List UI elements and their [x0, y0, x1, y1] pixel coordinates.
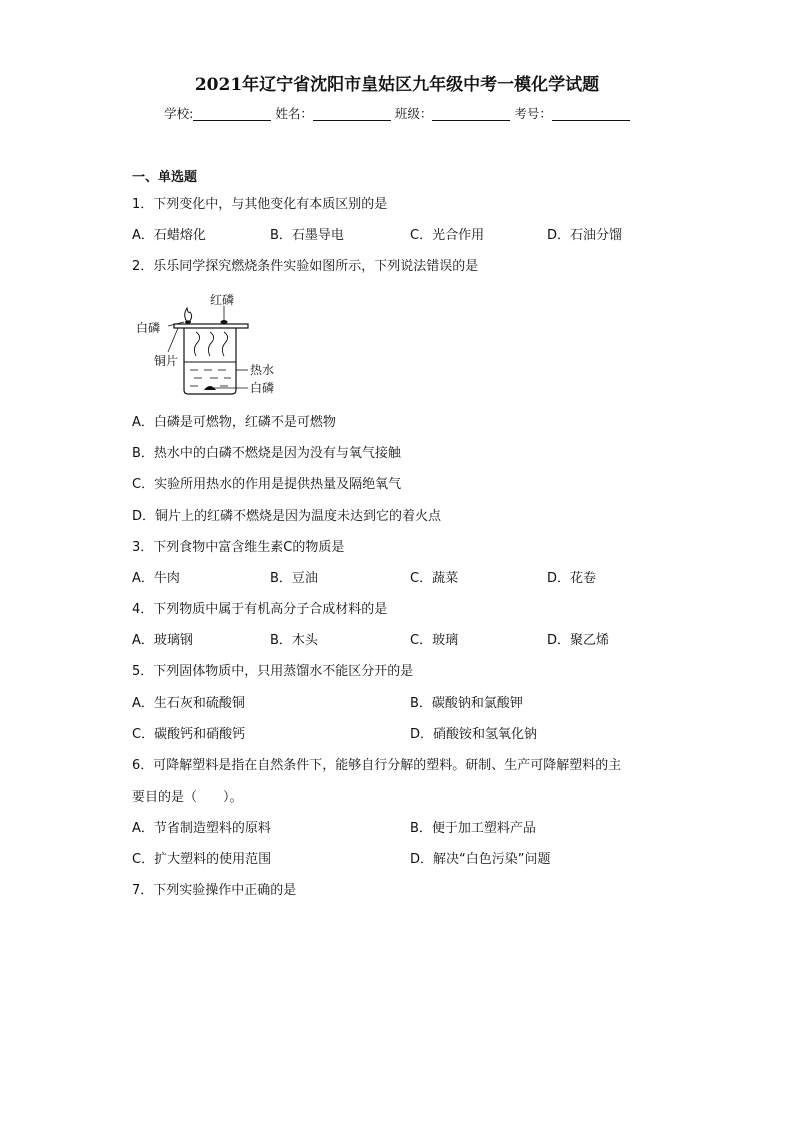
combustion-experiment-figure	[132, 290, 292, 400]
question-2-stem: 2．乐乐同学探究燃烧条件实验如图所示，下列说法错误的是	[132, 259, 479, 274]
exam-number-blank[interactable]	[552, 106, 630, 121]
class-label: 班级：	[394, 106, 433, 121]
question-6-option-a: A．节省制造塑料的原料	[132, 821, 271, 836]
question-5-option-a: A．生石灰和硫酸铜	[132, 696, 245, 711]
question-3-option-b: B．豆油	[270, 571, 318, 586]
question-5-option-d: D．硝酸铵和氢氧化钠	[410, 727, 538, 742]
section-heading: 一、单选题	[132, 170, 198, 185]
question-3-option-d: D．花卷	[547, 571, 597, 586]
question-2-option-a: A．白磷是可燃物，红磷不是可燃物	[132, 415, 336, 430]
question-6-option-d: D．解决“白色污染”问题	[410, 852, 551, 867]
white-phosphorus-top-label: 白磷	[136, 321, 161, 335]
question-1-option-d: D．石油分馏	[547, 228, 623, 243]
question-2-option-c: C．实验所用热水的作用是提供热量及隔绝氧气	[132, 477, 402, 492]
question-6-stem: 6．可降解塑料是指在自然条件下，能够自行分解的塑料。研制、生产可降解塑料的主	[132, 758, 622, 773]
copper-sheet-label: 铜片	[154, 354, 179, 368]
white-phosphorus-bottom-label: 白磷	[250, 381, 275, 395]
question-1-option-b: B．石墨导电	[270, 228, 344, 243]
question-3-option-a: A．牛肉	[132, 571, 180, 586]
question-4-option-a: A．玻璃钢	[132, 633, 193, 648]
question-6-stem-continued: 要目的是（ ）。	[132, 790, 243, 805]
question-5-stem: 5．下列固体物质中，只用蒸馏水不能区分开的是	[132, 664, 414, 679]
question-4-stem: 4．下列物质中属于有机高分子合成材料的是	[132, 602, 388, 617]
school-blank[interactable]	[193, 106, 271, 121]
name-blank[interactable]	[313, 106, 391, 121]
question-6-option-b: B．便于加工塑料产品	[410, 821, 536, 836]
school-label: 学校:	[164, 106, 194, 121]
question-4-option-d: D．聚乙烯	[547, 633, 610, 648]
question-5-option-c: C．碳酸钙和硝酸钙	[132, 727, 246, 742]
question-4-option-b: B．木头	[270, 633, 318, 648]
hot-water-label: 热水	[250, 363, 275, 377]
question-2-option-d: D．铜片上的红磷不燃烧是因为温度未达到它的着火点	[132, 509, 442, 524]
class-blank[interactable]	[432, 106, 510, 121]
question-3-option-c: C．蔬菜	[410, 571, 459, 586]
question-2-option-b: B．热水中的白磷不燃烧是因为没有与氧气接触	[132, 446, 401, 461]
question-1-stem: 1．下列变化中，与其他变化有本质区别的是	[132, 197, 388, 212]
question-6-option-c: C．扩大塑料的使用范围	[132, 852, 272, 867]
exam-title: 2021年辽宁省沈阳市皇姑区九年级中考一模化学试题	[194, 75, 600, 95]
question-1-option-a: A．石蜡熔化	[132, 228, 206, 243]
question-3-stem: 3．下列食物中富含维生素C的物质是	[132, 540, 345, 555]
question-4-option-c: C．玻璃	[410, 633, 459, 648]
question-5-option-b: B．碳酸钠和氯酸钾	[410, 696, 523, 711]
question-7-stem: 7．下列实验操作中正确的是	[132, 883, 297, 898]
name-label: 姓名：	[275, 106, 313, 121]
red-phosphorus-label: 红磷	[210, 293, 235, 307]
question-1-option-c: C．光合作用	[410, 228, 485, 243]
exam-number-label: 考号：	[514, 106, 552, 121]
student-info-row	[0, 104, 794, 122]
